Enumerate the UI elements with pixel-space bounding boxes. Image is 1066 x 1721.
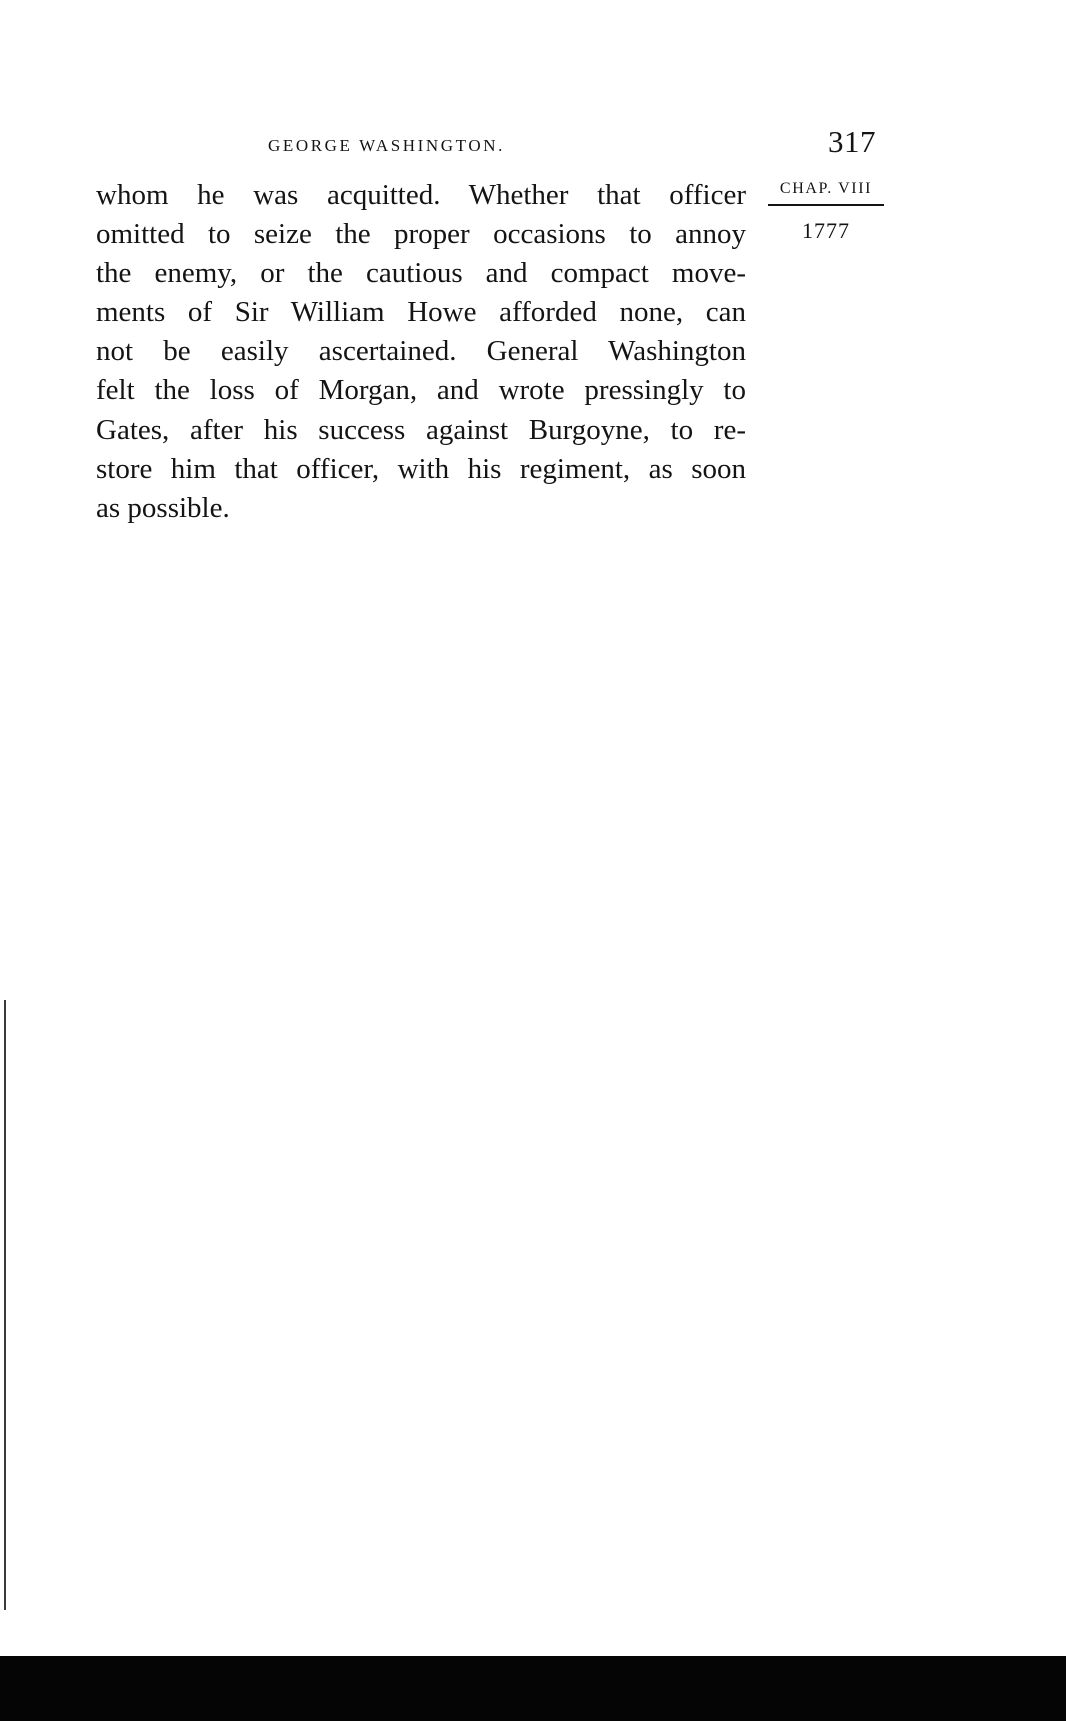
- text-line: the enemy, or the cautious and compact move-: [96, 257, 746, 290]
- scan-edge-line: [4, 1000, 6, 1610]
- scan-bottom-border: [0, 1656, 1066, 1721]
- text-line: as possible.: [96, 491, 230, 524]
- text-line: ments of Sir William Howe afforded none, can: [96, 296, 746, 329]
- text-line: omitted to seize the proper occasions to annoy: [96, 218, 746, 251]
- text-line: store him that officer, with his regiment, as soon: [96, 452, 746, 485]
- text-line: Gates, after his success against Burgoyne, to re-: [96, 413, 746, 446]
- text-line: felt the loss of Morgan, and wrote pressingly to: [96, 374, 746, 407]
- page-number: 317: [828, 124, 876, 159]
- running-head: GEORGE WASHINGTON.: [268, 136, 505, 155]
- margin-note-year: 1777: [802, 218, 850, 243]
- body-paragraph: [96, 176, 746, 528]
- text-line: not be easily ascertained. General Washington: [96, 335, 746, 368]
- margin-note: [768, 180, 884, 244]
- text-line: whom he was acquitted. Whether that officer: [96, 179, 746, 211]
- margin-note-chapter: CHAP. VIII: [768, 180, 884, 206]
